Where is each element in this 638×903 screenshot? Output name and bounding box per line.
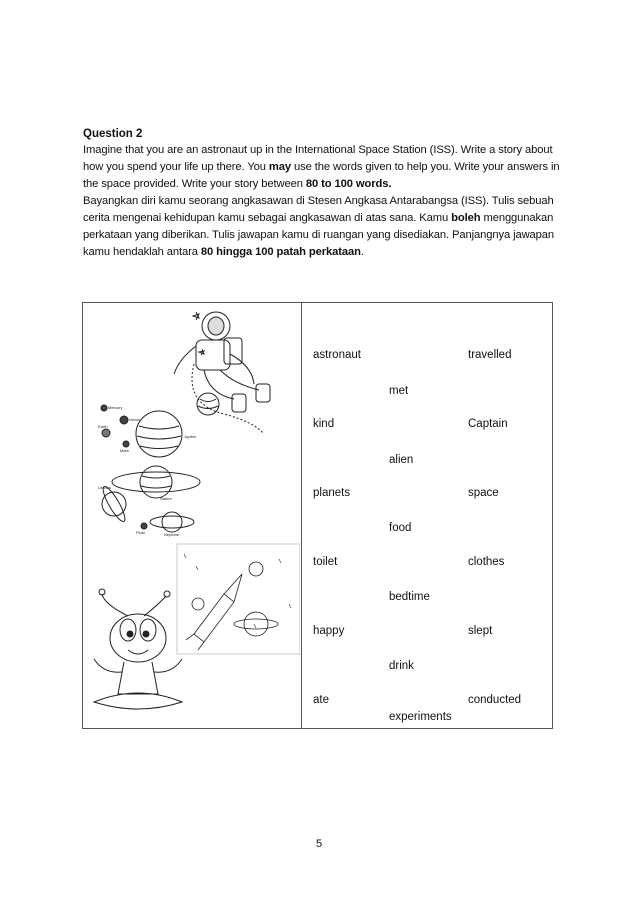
word-bedtime: bedtime [389, 591, 430, 603]
word-clothes: clothes [468, 556, 505, 568]
word-space: space [468, 487, 499, 499]
word-kind: kind [313, 418, 335, 430]
word-alien: alien [389, 454, 414, 466]
word-captain: Captain [468, 418, 508, 430]
rocket-scene [177, 544, 300, 654]
question-title: Question 2 [83, 128, 143, 140]
word-conducted: conducted [468, 694, 522, 706]
instr-ms-part2: menggunakan perkataan yang diberikan. Tulis jawapan kamu di ruangan yang disediakan. Panjangnya jawapan kamu hendaklah antara [83, 212, 555, 258]
instr-en-bold-wordcount: 80 to 100 words. [305, 178, 392, 190]
word-drink: drink [389, 660, 414, 672]
instr-en-part1: Imagine that you are an astronaut up in the International Space Station (ISS). Write a story about how you spend your life up there. You [83, 144, 553, 173]
planet-label: Earth [98, 424, 108, 429]
instructions-malay [83, 193, 563, 261]
planet-label: Saturn [160, 496, 172, 501]
instr-en-part2: use the words given to help you. Write your answers in the space provided. Write your story between [83, 161, 560, 190]
planet-label: Neptune [164, 532, 180, 537]
planet-label: Mars [120, 448, 129, 453]
instr-en-bold-may: may [268, 161, 291, 173]
alien-drawing [94, 589, 182, 709]
word-food: food [389, 522, 412, 534]
word-met: met [389, 385, 409, 397]
instr-ms-part1: Bayangkan diri kamu seorang angkasawan di Stesen Angkasa Antarabangsa (ISS). Tulis sebuah cerita mengenai kehidupan kamu sebagai angkasawan di atas sana. Kamu [83, 195, 554, 224]
planet-label: Venus [129, 417, 141, 422]
space-illustration [84, 304, 300, 727]
planet-label: Jupiter [184, 434, 197, 439]
planet-label: Mercury [108, 405, 123, 410]
instructions-english [83, 142, 563, 193]
word-planets: planets [313, 487, 351, 499]
planet-label: Pluto [136, 530, 146, 535]
word-toilet: toilet [313, 556, 338, 568]
instr-ms-part3: . [360, 246, 364, 258]
astronaut-drawing [174, 312, 270, 434]
word-experiments: experiments [389, 711, 452, 723]
word-slept: slept [468, 625, 493, 637]
word-travelled: travelled [468, 349, 512, 361]
word-ate: ate [313, 694, 329, 706]
word-box-divider [301, 302, 302, 729]
instr-ms-bold-wordcount: 80 hingga 100 patah perkataan [200, 246, 361, 258]
word-happy: happy [313, 625, 345, 637]
word-astronaut: astronaut [313, 349, 361, 361]
instr-ms-bold-boleh: boleh [451, 212, 481, 224]
planet-label: Uranus [98, 485, 111, 490]
page-number: 5 [315, 838, 323, 850]
